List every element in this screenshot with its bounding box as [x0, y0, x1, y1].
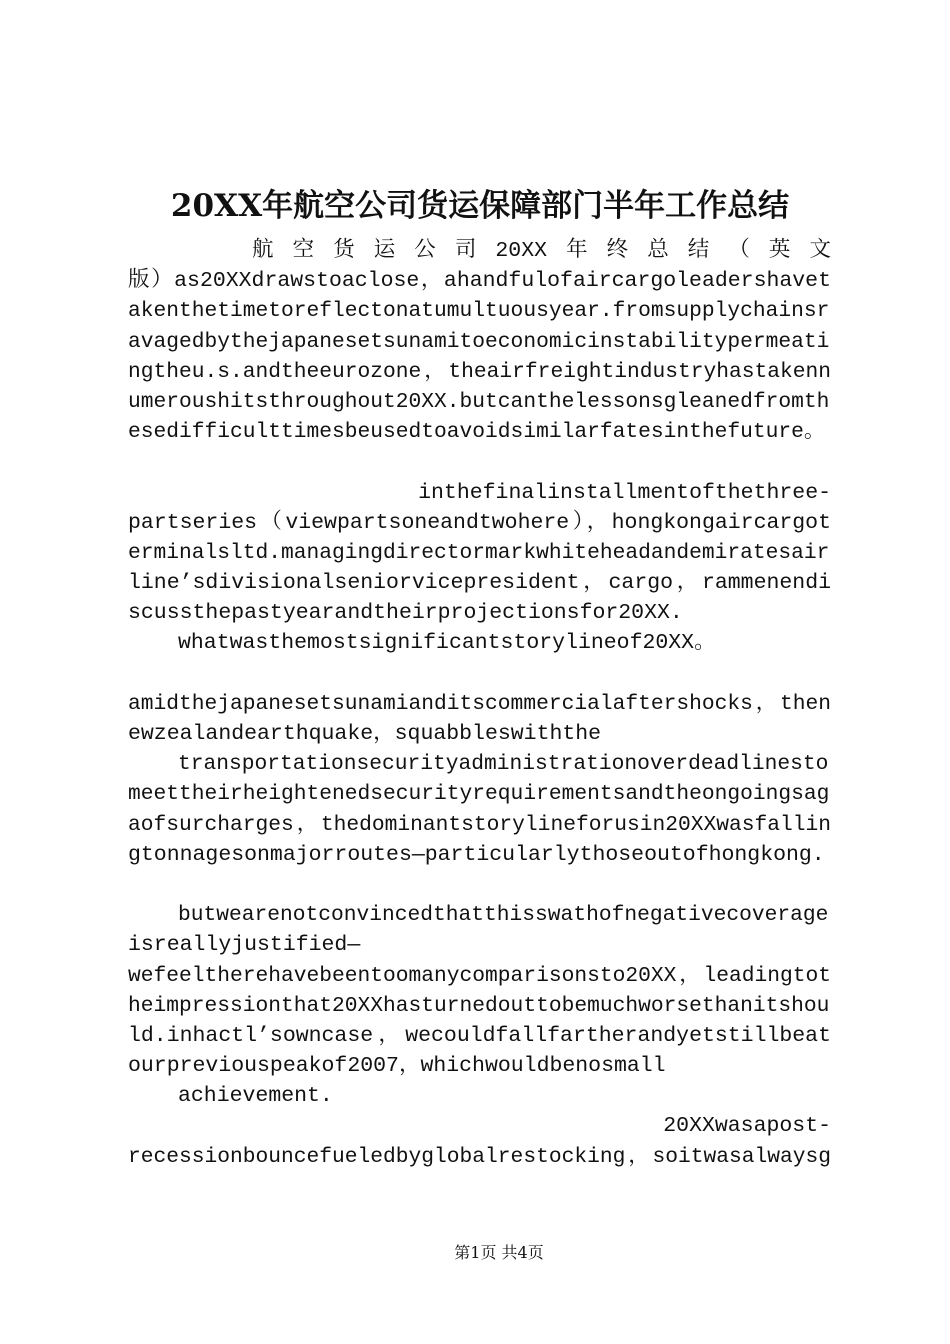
text-line: line’sdivisionalseniorvicepresident，cargo，rammenendi [128, 571, 831, 596]
text-line: whatwasthemostsignificantstorylineof20XX。 [178, 631, 716, 656]
text-line: heimpressionthat20XXhasturnedouttobemuchworsethanitshou [128, 993, 830, 1018]
text-line: ngtheu.s.andtheeurozone，theairfreightindustryhastakenn [128, 359, 831, 384]
text-line: meettheirheightenedsecurityrequirementsandtheongoingsag [128, 782, 830, 807]
text-line: avagedbythejapanesetsunamitoeconomicinstabilitypermeati [128, 329, 830, 354]
text-line: esedifficulttimesbeusedtoavoidsimilarfatesinthefuture。 [128, 420, 826, 445]
document-body [128, 236, 831, 1172]
text-line: partseries（viewpartsoneandtwohere），hongkongaircargot [128, 510, 831, 535]
text-line: akenthetimetoreflectonatumultuousyear.fromsupplychainsr [128, 299, 830, 324]
text-line: erminalsltd.managingdirectormarkwhiteheadandemiratesair [128, 540, 830, 565]
text-line: scussthepastyearandtheirprojectionsfor20XX. [128, 601, 683, 626]
paragraph-gap [128, 447, 831, 477]
text-line: butwearenotconvincedthatthisswathofnegativecoverage [178, 903, 829, 928]
text-line: amidthejapanesetsunamianditscommercialaftershocks，then [128, 691, 831, 716]
paragraph-gap [128, 870, 831, 900]
text-line: transportationsecurityadministrationoverdeadlinesto [178, 752, 829, 777]
text-line: 航空货运公司20XX年终总结（英文 [252, 239, 831, 263]
page-footer: 第1页 共4页 [454, 1243, 544, 1262]
text-line: wefeeltherehavebeentoomanycomparisonsto20XX，leadingtot [128, 963, 831, 988]
text-line: umeroushitsthroughout20XX.butcanthelessonsgleanedfromth [128, 389, 830, 414]
text-line: ewzealandearthquake，squabbleswiththe [128, 722, 602, 746]
text-line: 20XXwasapost- [663, 1114, 831, 1139]
text-line: achievement. [178, 1084, 333, 1109]
speaker-line [128, 659, 831, 689]
text-line: gtonnagesonmajorroutes—particularlythoseoutofhongkong. [128, 842, 825, 867]
text-line: inthefinalinstallmentofthethree- [418, 480, 831, 505]
text-line: isreallyjustified— [128, 933, 361, 958]
text-line: 版）as20XXdrawstoaclose，ahandfulofaircargoleadershavet [128, 269, 831, 294]
text-line: ld.inhactl’sowncase，wecouldfallfartherandyetstillbeat [128, 1023, 831, 1048]
text-line: ourpreviouspeakof2007，whichwouldbenosmall [128, 1054, 666, 1079]
text-line: recessionbouncefueledbyglobalrestocking，soitwasalwaysg [128, 1144, 831, 1169]
text-line: aofsurcharges，thedominantstorylineforusin20XXwasfallin [128, 812, 831, 837]
document-title: 20XX年航空公司货运保障部门半年工作总结 [170, 188, 790, 224]
